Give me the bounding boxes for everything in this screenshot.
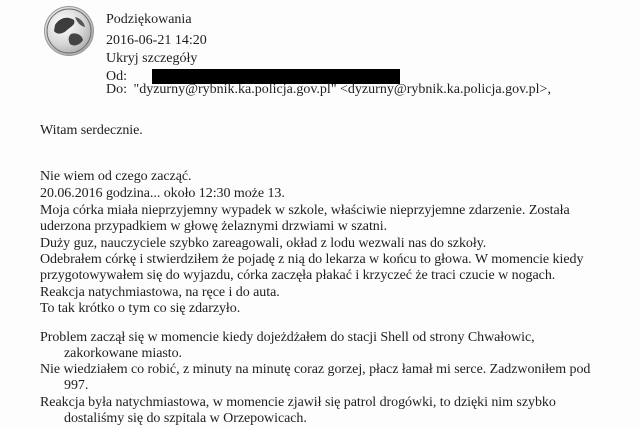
body-line: To tak krótko o tym co się zdarzyło. bbox=[40, 301, 241, 316]
to-label: Do: bbox=[106, 82, 127, 97]
from-label: Od: bbox=[106, 69, 127, 84]
details-toggle-row bbox=[106, 51, 197, 67]
body-line: Problem zaczął się w momencie kiedy dojeżdżałem do stacji Shell od strony Chwałowic, bbox=[40, 330, 535, 345]
email-subject: Podziękowania bbox=[106, 12, 192, 27]
body-line: 20.06.2016 godzina... około 12:30 może 13. bbox=[40, 186, 285, 201]
globe-contact-icon bbox=[44, 6, 94, 56]
body-line: Nie wiem od czego zacząć. bbox=[40, 169, 192, 184]
body-line: Duży guz, nauczyciele szybko zareagowali, okład z lodu wezwali nas do szkoły. bbox=[40, 236, 487, 251]
body-line: Reakcja natychmiastowa, na ręce i do auta. bbox=[40, 285, 280, 300]
body-line: zakorkowane miasto. bbox=[64, 346, 183, 361]
to-row bbox=[106, 82, 551, 98]
body-line: uderzona przypadkiem w głowę żelaznymi drzwiami w szatni. bbox=[40, 219, 388, 234]
body-line: przygotowywałem się do wyjazdu, córka zaczęła płakać i krzyczeć że traci czucie w nogach. bbox=[40, 268, 556, 283]
body-line: dostaliśmy się do szpitala w Orzepowicach. bbox=[64, 411, 307, 426]
recipient-address[interactable]: "dyzurny@rybnik.ka.policja.gov.pl" <dyzurny@rybnik.ka.policja.gov.pl>, bbox=[133, 82, 551, 97]
email-greeting: Witam serdecznie. bbox=[40, 123, 143, 138]
body-line: Nie wiedziałem co robić, z minuty na minutę coraz gorzej, płacz łamał mi serce. Zadzwoniłem pod bbox=[40, 362, 591, 377]
body-line: Odebrałem córkę i stwierdziłem że pojadę z nią do lekarza w końcu to głowa. W momencie kiedy bbox=[40, 252, 584, 267]
body-line: 997. bbox=[64, 378, 89, 393]
body-line: Reakcja była natychmiastowa, w momencie zjawił się patrol drogówki, to dzięki nim szybko bbox=[40, 395, 556, 410]
hide-details-link[interactable]: Ukryj szczegóły bbox=[106, 51, 198, 66]
email-date: 2016-06-21 14:20 bbox=[106, 33, 207, 48]
body-line: Moja córka miała nieprzyjemny wypadek w szkole, właściwie nieprzyjemne zdarzenie. Została bbox=[40, 203, 570, 218]
globe-icon bbox=[45, 7, 93, 55]
